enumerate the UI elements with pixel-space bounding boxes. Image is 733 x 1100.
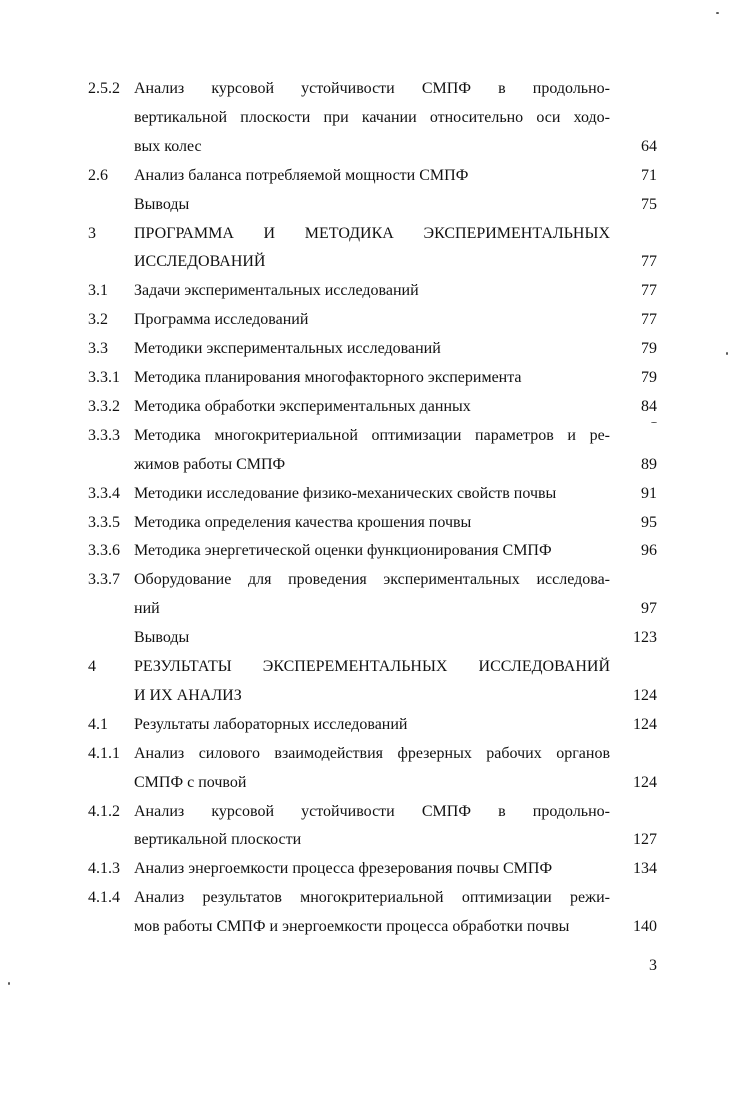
toc-section-number: 3.3.3 — [88, 426, 120, 444]
toc-section-number: 4 — [88, 658, 96, 675]
toc-page-number: 134 — [633, 860, 657, 878]
toc-row — [0, 653, 733, 681]
toc-entry-title: Анализ результатов многокритериальной оптимизации режи- — [134, 889, 610, 907]
toc-section-number: 3 — [88, 224, 96, 242]
toc-section-number: 3.3.5 — [88, 513, 120, 531]
toc-entry-title: мов работы СМПФ и энергоемкости процесса обработки почвы — [134, 918, 570, 936]
toc-section-number: 3.3.4 — [88, 484, 120, 502]
toc-page-number: 77 — [641, 282, 657, 300]
toc-row — [0, 826, 733, 854]
toc-entry-title: Анализ курсовой устойчивости СМПФ в продольно- — [134, 80, 610, 97]
toc-section-number: 3.3.2 — [88, 397, 120, 415]
toc-row — [0, 855, 733, 883]
toc-page-number: 79 — [641, 369, 657, 386]
toc-row — [0, 104, 733, 132]
toc-entry-title: Методики исследование физико-механических свойств почвы — [134, 484, 557, 502]
toc-entry-title: Задачи экспериментальных исследований — [134, 282, 419, 300]
toc-entry-title: Методика многокритериальной оптимизации параметров и ре- — [134, 426, 610, 444]
toc-row — [0, 162, 733, 190]
toc-section-number: 4.1.3 — [88, 860, 120, 878]
toc-page-number: 124 — [633, 773, 657, 791]
toc-row — [0, 798, 733, 826]
toc-section-number: 3.3.7 — [88, 571, 120, 589]
toc-row — [0, 740, 733, 768]
toc-section-number: 3.3.6 — [88, 542, 120, 560]
toc-page-number: 77 — [641, 311, 657, 329]
toc-page-number: 64 — [641, 137, 657, 155]
toc-page-number: 124 — [633, 686, 657, 704]
toc-row — [0, 133, 733, 161]
toc-page-number: 71 — [641, 166, 657, 184]
toc-section-number: 3.3 — [88, 340, 108, 358]
toc-page-number: 127 — [633, 831, 657, 849]
toc-entry-title: Анализ энергоемкости процесса фрезерования почвы СМПФ — [134, 860, 553, 878]
toc-row — [0, 624, 733, 652]
toc-entry-title: ИССЛЕДОВАНИЙ — [134, 253, 266, 271]
toc-entry-title: Выводы — [134, 195, 190, 213]
toc-row — [0, 480, 733, 508]
toc-row — [0, 566, 733, 594]
toc-page-number: 124 — [633, 715, 657, 733]
toc-entry-title: Методики экспериментальных исследований — [134, 340, 441, 358]
toc-row — [0, 306, 733, 334]
scan-speck — [726, 352, 728, 355]
toc-row — [0, 220, 733, 248]
toc-page-number: 140 — [633, 918, 657, 936]
toc-entry-title: жимов работы СМПФ — [134, 455, 286, 473]
toc-section-number: 4.1.1 — [88, 744, 120, 762]
toc-page-number: 96 — [641, 542, 657, 560]
toc-page-number: 123 — [633, 629, 657, 647]
toc-row — [0, 191, 733, 219]
toc-section-number: 4.1.4 — [88, 889, 120, 907]
toc-row — [0, 422, 733, 450]
toc-page-number: 84 — [641, 397, 657, 415]
toc-page-number: 77 — [641, 253, 657, 271]
toc-entry-title: Оборудование для проведения экспериментальных исследова- — [134, 571, 610, 589]
toc-page-number: 91 — [641, 484, 657, 502]
toc-row — [0, 769, 733, 797]
toc-section-number: 2.5.2 — [88, 80, 120, 97]
toc-row — [0, 277, 733, 305]
toc-page-number: 97 — [641, 600, 657, 618]
toc-entry-title: Результаты лабораторных исследований — [134, 715, 408, 733]
toc-entry-title: Выводы — [134, 629, 190, 647]
toc-entry-title: РЕЗУЛЬТАТЫ ЭКСПЕРЕМЕНТАЛЬНЫХ ИССЛЕДОВАНИЙ — [134, 658, 610, 675]
scan-speck — [716, 12, 719, 14]
toc-row — [0, 884, 733, 912]
toc-entry-title: Программа исследований — [134, 311, 309, 329]
toc-row — [0, 451, 733, 479]
toc-page-number: 89 — [641, 455, 657, 473]
scan-speck — [651, 422, 657, 423]
toc-row — [0, 682, 733, 710]
toc-entry-title: И ИХ АНАЛИЗ — [134, 686, 242, 704]
toc-section-number: 2.6 — [88, 166, 108, 184]
toc-row — [0, 364, 733, 392]
toc-page-number: 79 — [641, 340, 657, 358]
toc-row — [0, 393, 733, 421]
toc-entry-title: Анализ силового взаимодействия фрезерных рабочих органов — [134, 744, 610, 762]
toc-entry-title: СМПФ с почвой — [134, 773, 247, 791]
toc-entry-title: Методика энергетической оценки функционирования СМПФ — [134, 542, 552, 560]
toc-row — [0, 335, 733, 363]
toc-entry-title: вертикальной плоскости при качании относительно оси ходо- — [134, 108, 610, 126]
toc-entry-title: ПРОГРАММА И МЕТОДИКА ЭКСПЕРИМЕНТАЛЬНЫХ — [134, 224, 610, 242]
toc-page-number: 95 — [641, 513, 657, 531]
toc-entry-title: Методика обработки экспериментальных данных — [134, 397, 471, 415]
toc-entry-title: Анализ баланса потребляемой мощности СМПФ — [134, 166, 469, 184]
toc-entry-title: ний — [134, 600, 160, 618]
toc-page-number: 75 — [641, 195, 657, 213]
toc-section-number: 3.3.1 — [88, 369, 120, 386]
toc-section-number: 4.1.2 — [88, 802, 120, 820]
toc-row — [0, 913, 733, 941]
toc-row — [0, 248, 733, 276]
toc-row — [0, 595, 733, 623]
scan-speck — [8, 982, 10, 985]
toc-entry-title: вертикальной плоскости — [134, 831, 302, 849]
toc-row — [0, 537, 733, 565]
toc-section-number: 4.1 — [88, 715, 108, 733]
toc-row — [0, 75, 733, 103]
toc-section-number: 3.1 — [88, 282, 108, 300]
toc-entry-title: Анализ курсовой устойчивости СМПФ в продольно- — [134, 802, 610, 820]
toc-entry-title: Методика планирования многофакторного эксперимента — [134, 369, 522, 386]
toc-section-number: 3.2 — [88, 311, 108, 329]
toc-entry-title: Методика определения качества крошения почвы — [134, 513, 472, 531]
toc-row — [0, 711, 733, 739]
toc-row — [0, 509, 733, 537]
toc-entry-title: вых колес — [134, 137, 202, 155]
page-number: 3 — [649, 957, 657, 974]
